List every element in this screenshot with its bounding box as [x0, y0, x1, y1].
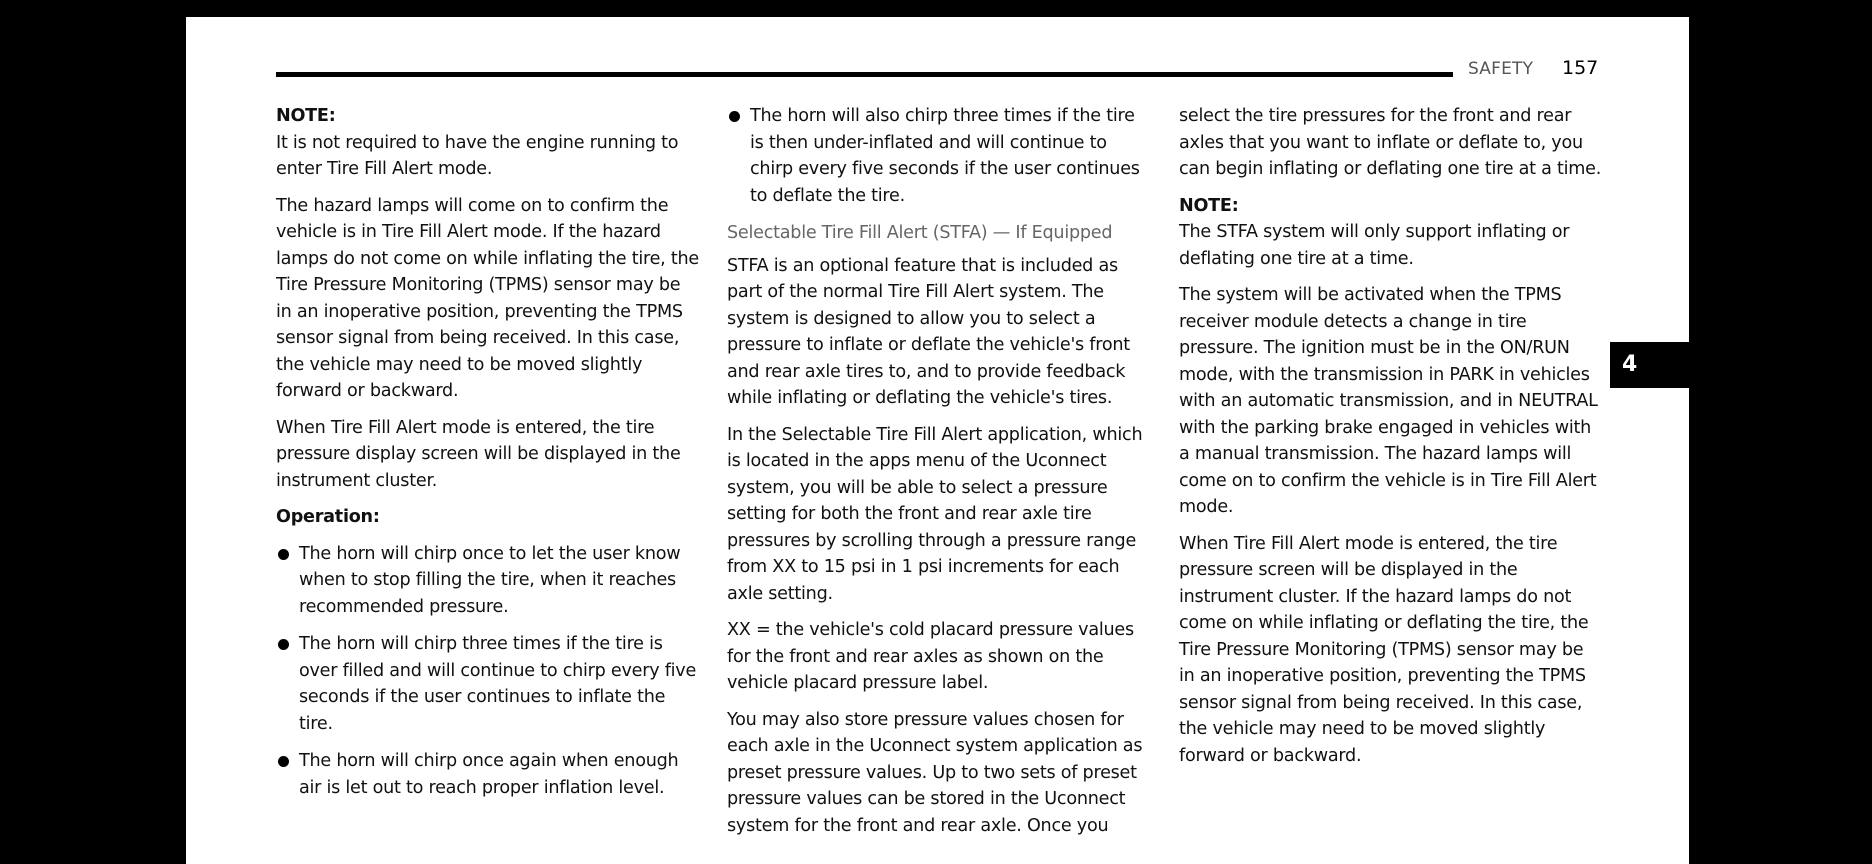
list-item-text: The horn will chirp three times if the tire is over filled and will continue to chirp every five seconds if the user continues to inflate the tire.: [299, 634, 697, 734]
page-number: 157: [1562, 57, 1599, 79]
list-item: [276, 748, 701, 801]
bullet-icon: [729, 111, 740, 122]
manual-page: [186, 17, 1689, 864]
paragraph-hazard-lamps: The hazard lamps will come on to confirm the vehicle is in Tire Fill Alert mode. If the hazard lamps do not come on while inflating the tire, the Tire Pressure Monitoring (TPMS) sensor may be in an inoperative position, preventing the TPMS sensor signal from being received. In this case, the vehicle may need to be moved slightly forward or backward.: [276, 195, 699, 401]
bullet-icon: [278, 549, 289, 560]
operation-list: [276, 541, 701, 802]
note-text: The STFA system will only support inflating or deflating one tire at a time.: [1179, 222, 1570, 269]
section-label: SAFETY: [1468, 59, 1534, 79]
list-item: [727, 103, 1152, 209]
column-2: [727, 103, 1152, 849]
operation-heading: Operation:: [276, 507, 380, 527]
note-heading: NOTE:: [276, 106, 336, 126]
chapter-tab: 4: [1610, 342, 1689, 388]
paragraph-stfa: STFA is an optional feature that is included as part of the normal Tire Fill Alert system. The system is designed to allow you to select a pressure to inflate or deflate the vehicle's front and rear axle tires to, and to provide feedback while inflating or deflating the vehicle's tires.: [727, 255, 1130, 408]
paragraph-store-presets: You may also store pressure values chosen for each axle in the Uconnect system application as preset pressure values. Up to two sets of preset pressure values can be stored in the Uconnect system for the front and rear axle. Once you: [727, 709, 1143, 836]
bullet-icon: [278, 756, 289, 767]
section-title-stfa: Selectable Tire Fill Alert (STFA) — If Equipped: [727, 223, 1113, 243]
header-rule: [276, 72, 1453, 77]
bullet-icon: [278, 639, 289, 650]
paragraph-continued: select the tire pressures for the front and rear axles that you want to inflate or deflate to, you can begin inflating or deflating one tire at a time.: [1179, 106, 1602, 179]
paragraph-fill-alert-entered: When Tire Fill Alert mode is entered, the tire pressure screen will be displayed in the instrument cluster. If the hazard lamps do not come on while inflating or deflating the tire, the Tire Pressure Monitoring (TPMS) sensor may be in an inoperative position, preventing the TPMS sensor signal from being received. In this case, the vehicle may need to be moved slightly forward or backward.: [1179, 533, 1589, 766]
list-item: [276, 541, 701, 621]
paragraph-application: In the Selectable Tire Fill Alert application, which is located in the apps menu of the Uconnect system, you will be able to select a pressure setting for both the front and rear axle tire pressures by scrolling through a pressure range from XX to 15 psi in 1 psi increments for each axle setting.: [727, 424, 1143, 604]
list-item-text: The horn will chirp once again when enough air is let out to reach proper inflation level.: [299, 751, 679, 798]
paragraph-fill-alert-entered: When Tire Fill Alert mode is entered, the tire pressure display screen will be displayed in the instrument cluster.: [276, 417, 681, 491]
note-text: It is not required to have the engine running to enter Tire Fill Alert mode.: [276, 132, 679, 179]
paragraph-xx-definition: XX = the vehicle's cold placard pressure values for the front and rear axles as shown on the vehicle placard pressure label.: [727, 620, 1134, 693]
list-item: [276, 631, 701, 737]
list-item-text: The horn will chirp once to let the user know when to stop filling the tire, when it reaches recommended pressure.: [299, 543, 681, 617]
column-3: [1179, 103, 1604, 779]
operation-list-continued: [727, 103, 1152, 209]
list-item-text: The horn will also chirp three times if the tire is then under-inflated and will continue to chirp every five seconds if the user continues to deflate the tire.: [750, 106, 1140, 206]
column-1: [276, 103, 701, 812]
paragraph-activation: The system will be activated when the TPMS receiver module detects a change in tire pressure. The ignition must be in the ON/RUN mode, with the transmission in PARK in vehicles with an automatic transmission, and in NEUTRAL with the parking brake engaged in vehicles with a manual transmission. The hazard lamps will come on to confirm the vehicle is in Tire Fill Alert mode.: [1179, 285, 1598, 517]
note-heading: NOTE:: [1179, 195, 1239, 216]
